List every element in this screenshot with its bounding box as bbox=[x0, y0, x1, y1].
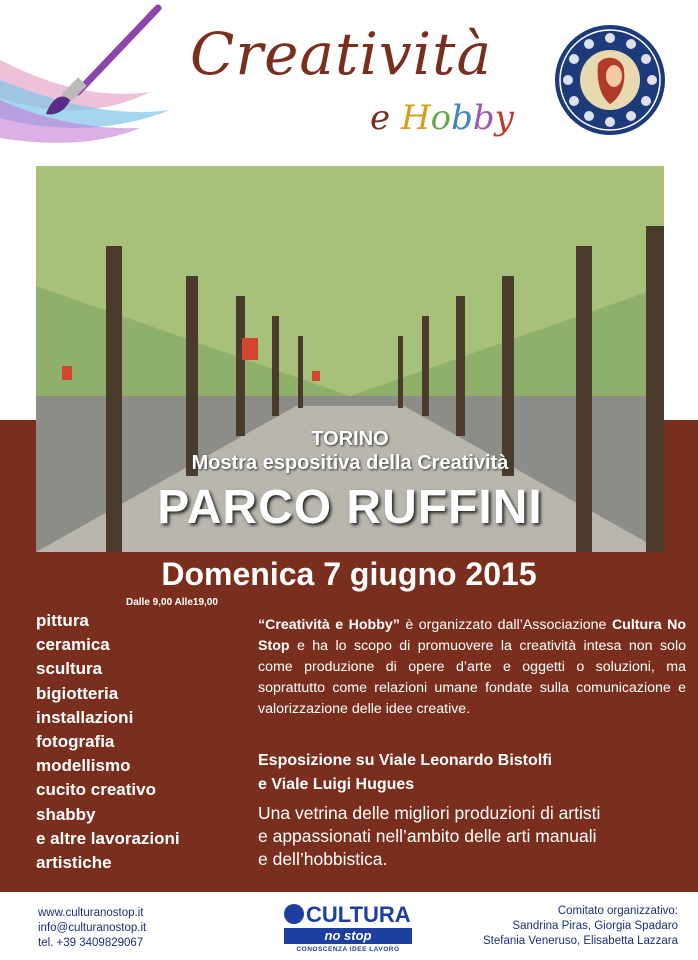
city-label: TORINO bbox=[311, 428, 389, 450]
phone-number: tel. +39 3409829067 bbox=[38, 937, 144, 949]
org-tagline: CONOSCENZA IDEE LAVORO bbox=[296, 946, 400, 953]
activity-item: installazioni bbox=[36, 707, 134, 727]
activity-item: shabby bbox=[36, 804, 96, 824]
contact-info bbox=[38, 906, 146, 951]
paintbrush-icon bbox=[0, 0, 175, 150]
activity-item: bigiotteria bbox=[36, 683, 119, 703]
activity-item: e altre lavorazioni bbox=[36, 828, 180, 848]
description-part1: è organizzato dall’Associazione bbox=[399, 617, 612, 633]
activity-item: pittura bbox=[36, 611, 89, 630]
title-sub-letter: e bbox=[370, 98, 391, 138]
activity-item: scultura bbox=[36, 659, 103, 679]
organizer-name: Cultura No Stop bbox=[258, 617, 687, 654]
org-name: CULTURA bbox=[306, 902, 411, 927]
event-description bbox=[258, 615, 686, 720]
exhibition-line: e Viale Luigi Hugues bbox=[258, 776, 415, 793]
globe-icon bbox=[284, 904, 304, 924]
event-subtitle: Mostra espositiva della Creatività bbox=[191, 452, 509, 474]
org-bar: no stop bbox=[284, 928, 412, 944]
email-link[interactable]: info@culturanostop.it bbox=[38, 922, 147, 934]
description-part2: e ha lo scopo di promuovere la creatività intesa non solo come produzione di opere d’arte e oggetti o soluzioni, ma soprattutto come relazioni umane fondate sulla comunicazione e valorizzazione delle idee creative. bbox=[258, 638, 686, 717]
title-sub-letter: H bbox=[400, 98, 431, 138]
title-sub bbox=[370, 98, 514, 138]
committee-title: Comitato organizzativo: bbox=[557, 905, 678, 917]
exhibition-line: Esposizione su Viale Leonardo Bistolfi bbox=[258, 752, 552, 769]
event-date: Domenica 7 giugno 2015 bbox=[161, 556, 537, 592]
activity-item: fotografia bbox=[36, 732, 115, 752]
activity-item: modellismo bbox=[36, 756, 131, 776]
showcase-text bbox=[258, 802, 600, 871]
committee-line: Stefania Veneruso, Elisabetta Lazzara bbox=[483, 935, 678, 947]
activity-item: artistiche bbox=[36, 853, 112, 873]
event-title bbox=[190, 20, 520, 150]
exhibition-location bbox=[258, 749, 552, 797]
organizing-committee bbox=[483, 904, 678, 949]
website-link[interactable]: www.culturanostop.it bbox=[38, 907, 144, 919]
title-sub-letter: b bbox=[451, 98, 473, 138]
activity-item: ceramica bbox=[36, 635, 110, 655]
activity-item: cucito creativo bbox=[36, 780, 156, 800]
activities-list bbox=[36, 609, 180, 875]
showcase-line: Una vetrina delle migliori produzioni di artisti bbox=[258, 803, 601, 823]
title-sub-letter bbox=[390, 98, 401, 138]
medallion-logo-icon bbox=[554, 24, 666, 136]
event-name: “Creatività e Hobby” bbox=[258, 617, 400, 633]
title-sub-letter: o bbox=[430, 98, 452, 138]
park-name: PARCO RUFFINI bbox=[157, 481, 543, 534]
showcase-line: e appassionati nell’ambito delle arti manuali bbox=[258, 826, 597, 846]
title-sub-letter: b bbox=[472, 98, 495, 138]
title-sub-letter: y bbox=[494, 98, 514, 138]
park-photo bbox=[36, 166, 664, 552]
event-hours: Dalle 9,00 Alle19,00 bbox=[126, 597, 218, 608]
showcase-line: e dell’hobbistica. bbox=[258, 849, 388, 869]
committee-line: Sandrina Piras, Giorgia Spadaro bbox=[512, 920, 678, 932]
organization-logo bbox=[284, 900, 414, 956]
title-main: Creatività bbox=[190, 20, 493, 88]
